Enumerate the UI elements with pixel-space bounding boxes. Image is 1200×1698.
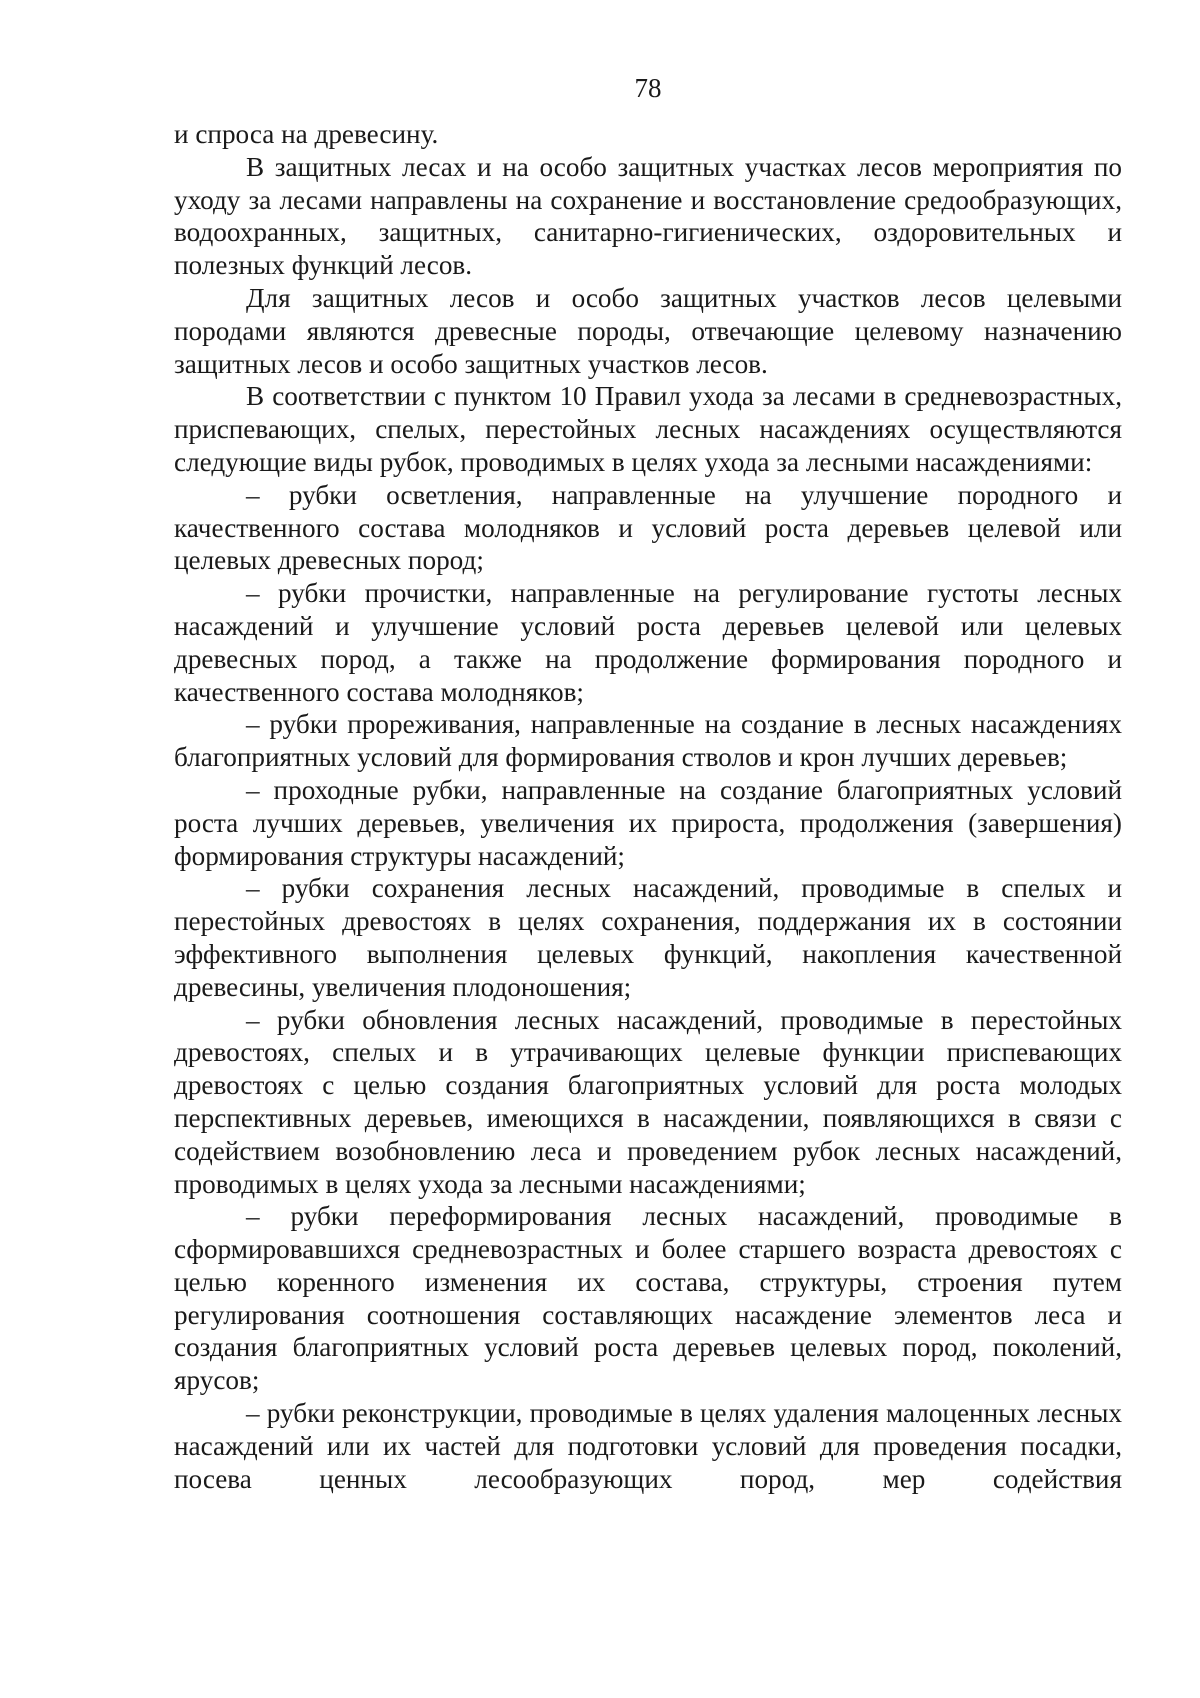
list-item-thinning-felling: – рубки прореживания, направленные на создание в лесных насаждениях благоприятных условий для формирования стволов и крон лучших деревьев; (174, 709, 1122, 773)
paragraph-felling-types-intro: В соответствии с пунктом 10 Правил ухода за лесами в средневозрастных, приспевающих, спелых, перестойных лесных насаждениях осуществляются следующие виды рубок, проводимых в целях ухода за лесными насаждениями: (174, 381, 1122, 477)
document-body (174, 118, 1122, 1495)
list-item-reformation-felling: – рубки переформирования лесных насаждений, проводимые в сформировавшихся средневозрастных и более старшего возраста древостоях с целью коренного изменения их состава, структуры, строения путем регулирования соотношения составляющих насаждение элементов леса и создания благоприятных условий роста деревьев целевых пород, поколений, ярусов; (174, 1201, 1122, 1396)
list-item-passage-felling: – проходные рубки, направленные на создание благоприятных условий роста лучших деревьев, увеличения их прироста, продолжения (завершения) формирования структуры насаждений; (174, 774, 1122, 871)
list-item-cleaning-felling: – рубки прочистки, направленные на регулирование густоты лесных насаждений и улучшение условий роста деревьев целевой или целевых древесных пород, а также на продолжение формирования породного и качественного состава молодняков; (174, 578, 1122, 707)
paragraph-protective-forests: В защитных лесах и на особо защитных участках лесов мероприятия по уходу за лесами направлены на сохранение и восстановление средообразующих, водоохранных, защитных, санитарно-гигиенических, оздоровительных и полезных функций лесов. (174, 151, 1122, 281)
list-item-clarification-felling: – рубки осветления, направленные на улучшение породного и качественного состава молодняков и условий роста деревьев целевой или целевых древесных пород; (174, 479, 1122, 576)
paragraph-target-species: Для защитных лесов и особо защитных участков лесов целевыми породами являются древесные породы, отвечающие целевому назначению защитных лесов и особо защитных участков лесов. (174, 282, 1122, 379)
page-number: 78 (634, 73, 662, 103)
list-item-renewal-felling: – рубки обновления лесных насаждений, проводимые в перестойных древостоях, спелых и в утрачивающих целевые функции приспевающих древостоях с целью создания благоприятных условий для роста молодых перспективных деревьев, имеющихся в насаждении, появляющихся в связи с содействием возобновлению леса и проведением рубок лесных насаждений, проводимых в целях ухода за лесными насаждениями; (174, 1004, 1122, 1199)
list-item-reconstruction-felling: – рубки реконструкции, проводимые в целях удаления малоценных лесных насаждений или их частей для подготовки условий для проведения посадки, посева ценных лесообразующих пород, мер содействия (174, 1398, 1122, 1494)
paragraph-continuation: и спроса на древесину. (174, 119, 439, 149)
list-item-preservation-felling: – рубки сохранения лесных насаждений, проводимые в спелых и перестойных древостоях в целях сохранения, поддержания их в состоянии эффективного выполнения целевых функций, накопления качественной древесины, увеличения плодоношения; (174, 873, 1122, 1002)
